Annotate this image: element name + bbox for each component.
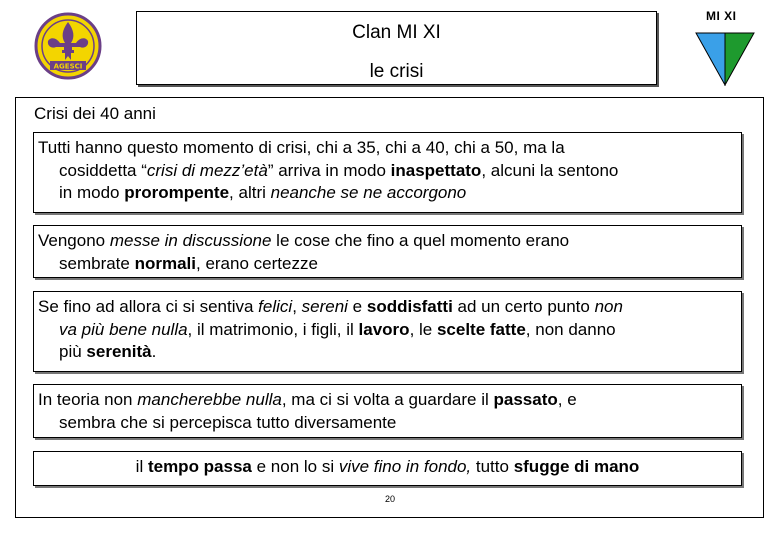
p4-italic: mancherebbe nulla [137, 390, 282, 409]
paragraph-questioning [33, 225, 742, 278]
p2-line1 [38, 231, 569, 250]
p3-text: più [59, 342, 87, 361]
p1-italic: crisi di mezz’età [146, 160, 268, 180]
p4-text: , ma ci si volta a guardare il [281, 390, 494, 409]
p2-bold: normali [134, 253, 196, 273]
p1-line1: Tutti hanno questo momento di crisi, chi a 35, chi a 40, chi a 50, ma la [38, 138, 565, 157]
p2-text: , erano certezze [196, 253, 318, 273]
section-title: Crisi dei 40 anni [34, 104, 156, 123]
clan-tag: MI XI [706, 9, 737, 23]
p4-line1 [38, 390, 577, 409]
p3-text: Se fino ad allora ci si sentiva [38, 297, 259, 316]
p1-bold: inaspettato [390, 160, 482, 180]
p5-bold: tempo passa [147, 457, 252, 476]
p1-line2 [38, 160, 741, 183]
p1-italic: neanche se ne accorgono [270, 183, 467, 202]
p3-text: , [292, 297, 302, 316]
p1-bold: prorompente [124, 183, 230, 202]
p4-text: In teoria non [38, 390, 138, 409]
p3-bold: serenità [86, 342, 152, 361]
title-line-1: Clan MI XI [352, 22, 441, 43]
logo-text: AGESCI [53, 62, 83, 71]
p3-text: ad un certo punto [452, 297, 595, 316]
p1-text: ” arriva in modo [267, 160, 391, 180]
p3-line1 [38, 297, 623, 316]
p3-text: , le [409, 319, 437, 339]
p5-bold: sfugge di mano [513, 457, 640, 476]
p3-bold: lavoro [358, 319, 410, 339]
p1-text: cosiddetta “ [59, 160, 147, 180]
title-box [136, 11, 657, 85]
p5-text: tutto [471, 457, 514, 476]
p3-italic: felici [258, 297, 293, 316]
p2-line2 [38, 253, 741, 276]
p3-italic: sereni [301, 297, 348, 316]
p2-text: Vengono [38, 231, 110, 250]
p4-line2: sembra che si percepisca tutto diversamente [59, 412, 397, 432]
p5-text: il [135, 457, 148, 476]
p3-text: . [151, 342, 157, 361]
title-line-2: le crisi [369, 61, 424, 82]
p3-text: , non danno [525, 319, 616, 339]
p3-bold: scelte fatte [436, 319, 526, 339]
p3-text: e [347, 297, 367, 316]
p1-text: , altri [229, 183, 271, 202]
paragraph-past [33, 384, 742, 438]
p3-line3 [38, 341, 741, 364]
p5-italic: vive fino in fondo, [338, 457, 472, 476]
p1-text: in modo [59, 183, 125, 202]
p1-text: , alcuni la sentono [481, 160, 619, 180]
p2-text: sembrate [59, 253, 135, 273]
clan-flag-icon [695, 32, 755, 86]
paragraph-time-passes [33, 451, 742, 486]
p3-italic: non [594, 297, 623, 316]
page-number: 20 [384, 494, 395, 504]
p4-bold: passato [493, 390, 558, 409]
p2-italic: messe in discussione [109, 231, 272, 250]
p3-italic: va più bene nulla [59, 319, 188, 339]
p4-text: , e [557, 390, 577, 409]
p2-text: le cose che fino a quel momento erano [271, 231, 570, 250]
p3-text: , il matrimonio, i figli, il [187, 319, 359, 339]
p5-text: e non lo si [251, 457, 339, 476]
p3-line2 [38, 319, 741, 342]
paragraph-happiness [33, 291, 742, 372]
p1-line3 [38, 182, 741, 205]
paragraph-crisis-age [33, 132, 742, 213]
p3-bold: soddisfatti [366, 297, 453, 316]
agesci-logo [34, 10, 102, 82]
